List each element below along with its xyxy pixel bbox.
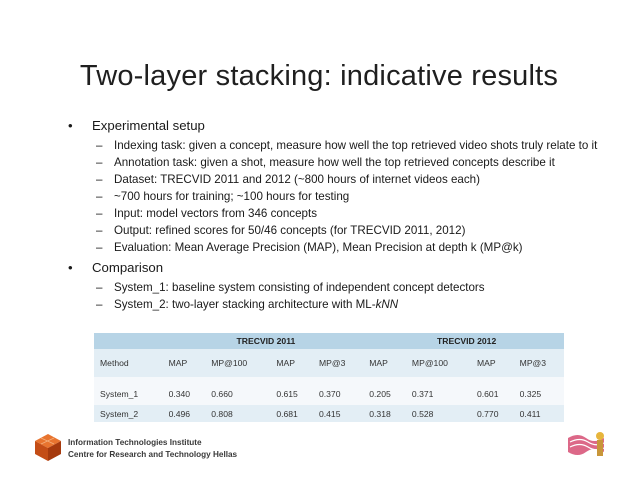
header-cell: MAP [363,349,406,377]
header-cell: MP@3 [514,349,564,377]
table-cell: 0.496 [163,405,206,422]
results-table [94,333,564,422]
footer-line-1: Information Technologies Institute [68,438,202,447]
bullet-dot: • [68,260,73,275]
table-cell: 0.340 [163,377,206,405]
comparison-sublist [68,279,608,313]
header-cell: MP@100 [406,349,471,377]
header-cell: MP@100 [205,349,270,377]
table-cell: 0.770 [471,405,514,422]
bullet-label: Experimental setup [92,118,205,133]
group-trecvid-2011: TRECVID 2011 [163,333,364,349]
table-cell: 0.528 [406,405,471,422]
sub-item: – Evaluation: Mean Average Precision (MAP), Mean Precision at depth k (MP@k) [96,241,523,254]
sub-item: – Annotation task: given a shot, measure how well the top retrieved concepts describe it [96,156,555,169]
table-cell: 0.415 [313,405,363,422]
bullet-label: Comparison [92,260,164,275]
header-cell: MAP [163,349,206,377]
table-cell: 0.411 [514,405,564,422]
table-cell: 0.615 [270,377,313,405]
table-row [94,377,564,405]
sub-item: – Dataset: TRECVID 2011 and 2012 (~800 hours of internet videos each) [96,173,480,186]
table-group-row [94,333,564,349]
header-cell: MP@3 [313,349,363,377]
table-cell: 0.808 [205,405,270,422]
bullet-list [68,116,608,315]
sub-item: – Input: model vectors from 346 concepts [96,207,317,220]
footer-line-2: Centre for Research and Technology Hellas [68,450,238,459]
footer-institute [68,437,237,461]
bullet-dot: • [68,118,73,133]
table-cell: System_2 [94,405,163,422]
bullet-experimental-setup [68,116,608,135]
sub-item: – ~700 hours for training; ~100 hours for testing [96,190,350,203]
header-cell: MAP [471,349,514,377]
header-cell: MAP [270,349,313,377]
table-row [94,405,564,422]
slide-title: Two-layer stacking: indicative results [79,60,559,92]
sub-item: – Indexing task: given a concept, measure how well the top retrieved video shots truly relate to it [96,139,598,152]
table-header-row [94,349,564,377]
table-cell: 0.601 [471,377,514,405]
table-cell: System_1 [94,377,163,405]
sub-item: – System_1: baseline system consisting of independent concept detectors [96,281,485,294]
certh-cube-logo-icon [33,432,63,467]
sub-item: – System_2: two-layer stacking architecture with ML-kNN [96,298,399,311]
table-cell: 0.681 [270,405,313,422]
setup-sublist [68,137,608,256]
table-cell: 0.318 [363,405,406,422]
table-cell: 0.370 [313,377,363,405]
group-trecvid-2012: TRECVID 2012 [363,333,564,349]
knn-italic: kNN [375,298,399,311]
table-cell: 0.205 [363,377,406,405]
header-cell: Method [94,349,163,377]
table-cell: 0.371 [406,377,471,405]
sub-item: – Output: refined scores for 50/46 concepts (for TRECVID 2011, 2012) [96,224,466,237]
table-cell: 0.660 [205,377,270,405]
table-cell: 0.325 [514,377,564,405]
flag-logo-icon [564,428,608,467]
bullet-comparison [68,258,608,277]
